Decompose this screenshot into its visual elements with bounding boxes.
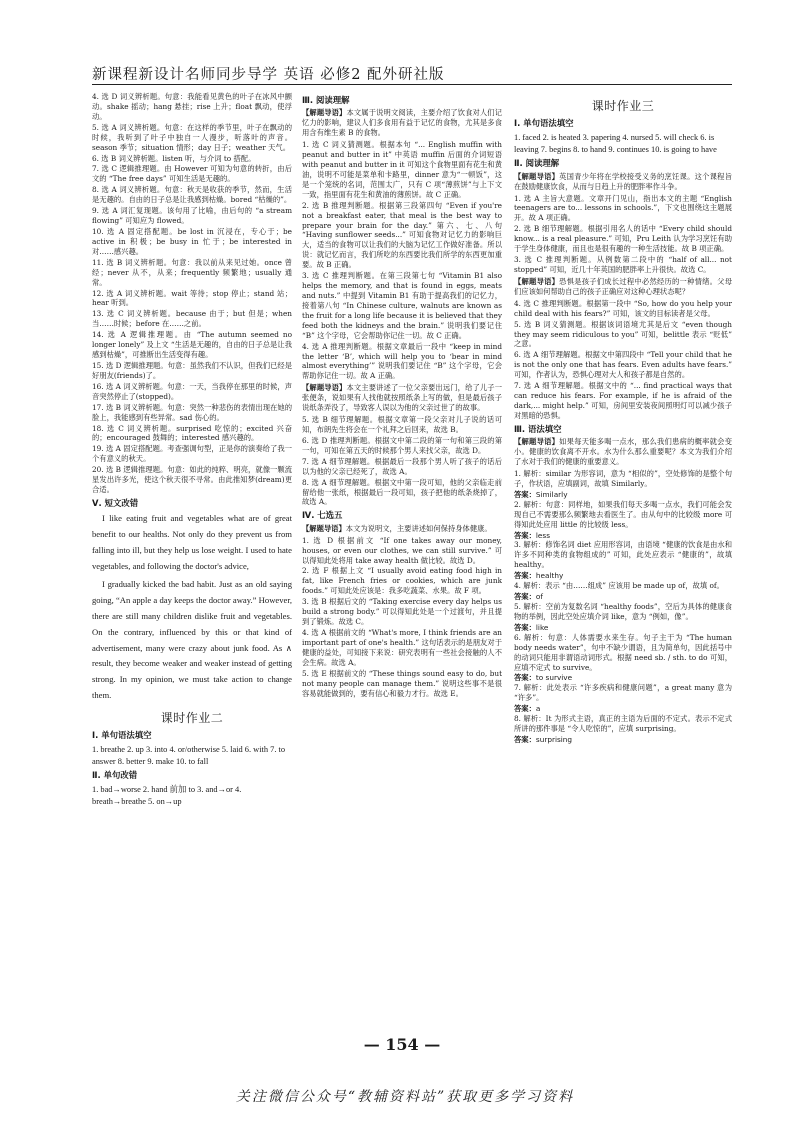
answer-value: Similarly: [535, 489, 568, 499]
essay-paragraph-1: I like eating fruit and vegetables what are of great benefit to our healths. Not only do they prevent us from falling into ill, but they help us lose weight. I used to hate vegetables, and following the doctor's advice,: [92, 513, 292, 572]
answer-item: [302, 597, 502, 627]
left-answer-list: [92, 92, 292, 495]
answer-item: [514, 381, 732, 421]
worksheet-2-answers-2: 1. bad→worse 2. hand 前加 to 3. and→or 4. breath→breathe 5. on→up: [92, 784, 242, 806]
guide-tag: 【解题导语】: [302, 523, 346, 533]
item-text: 2. 选 F 根据上文 “I usually avoid eating food high in fat, like French fries or cookies, which are junk foods.” 可知此处应该是：我多吃蔬菜、水果。故 F 项。: [302, 566, 502, 596]
guide-block: [302, 524, 502, 534]
answer-label: 答案：: [514, 734, 536, 744]
answer-item: 12. 选 A 词义辨析题。wait 等待；stop 停止；stand 站；hear 听到。: [92, 288, 292, 308]
item-text: 5. 选 B 细节理解题。根据文章第一段父亲对儿子说的话可知，布朗先生将会在一个礼拜之后回来，故选 B。: [302, 415, 502, 434]
guide-block: [514, 172, 732, 192]
guide-block: [302, 108, 502, 138]
answer-label: 答案：: [514, 592, 536, 602]
answer-item: 18. 选 C 词义辨析题。surprised 吃惊的；excited 兴奋的；encouraged 鼓舞的；interested 感兴趣的。: [92, 423, 292, 443]
item-text: 6. 选 A 细节理解题。根据文中第四段中 “Tell your child that he is not the only one that has fears. Even adults have fears.” 可知，作者认为，恐惧心理对大人和孩子都是自然的。: [514, 350, 732, 380]
worksheet-2-section-2: Ⅱ. 单句改错: [92, 770, 138, 781]
item-text: 7. 选 A 细节理解题。根据文中的 “... find practical ways that can reduce his fears. For example, if he is afraid of the dark,... might help.” 可知，房间里安装夜间照明灯可以减少孩子对黑暗的恐惧。: [514, 381, 732, 420]
answer-value: surprising: [535, 734, 573, 744]
answer-item: 20. 选 B 逻辑推理题。句意：如此的纯粹、明亮，就像一颗流星发出许多光，使这个秋天很不寻常。由此推知梦(dream)更合适。: [92, 465, 292, 495]
answer-item: [302, 536, 502, 566]
guide-block: [514, 277, 732, 297]
grammar-answer: [514, 704, 732, 714]
item-text: 3. 选 B 根据后文的 “Taking exercise every day helps us build a strong body.” 可以得知此处是一个过渡句，并且提到了锻炼。故选 C。: [302, 597, 502, 627]
guide-block: [302, 383, 502, 413]
guide-tag: 【解题导语】: [514, 276, 560, 286]
reading-answer-list: [514, 172, 732, 421]
answer-item: 19. 选 A 固定搭配题。考查强调句型，正是你的演奏给了我一个有意义的秋天。: [92, 444, 292, 464]
answer-item: [302, 201, 502, 270]
answer-item: 8. 选 A 词义辨析题。句意：秋天是收获的季节，然而，生活是无趣的。自由的日子总是让我感到枯燥。bored “枯燥的”。: [92, 185, 292, 205]
worksheet-3-answers-1: 1. faced 2. is heated 3. papering 4. nursed 5. will check 6. is leaving 7. begins 8. to hand 9. continues 10. is going to have: [514, 132, 717, 154]
answer-value: to survive: [535, 673, 573, 683]
worksheet-3-section-1: Ⅰ. 单句语法填空: [514, 118, 574, 129]
answer-value: a: [535, 704, 541, 714]
grammar-explanation: 1. 解析：similar 为形容词，意为 “相似的”，空处修饰的是整个句子，作状语，应填副词，故填 Similarly。: [514, 469, 732, 488]
grammar-explanation: 6. 解析：句意：人体需要水来生存。句子主干为 “The human body needs water”，句中不缺少谓语，且为简单句，因此括号中的动词只能用非谓语动词形式。根据 need sb. / sth. to do 可知，应填不定式 to survive。: [514, 632, 732, 672]
page-header: 新课程新设计名师同步导学 英语 必修2 配外研社版: [92, 67, 445, 83]
grammar-answer: [514, 673, 732, 683]
answer-item: 10. 选 A 固定搭配题。be lost in 沉浸在，专心于；be active in 积极；be busy in 忙于；be interested in 对……感兴趣。: [92, 226, 292, 256]
item-text: 8. 选 A 细节理解题。根据文中第一段可知，他的父亲临走前留给他一张纸，根据最后一段可知，孩子把他的纸条烧掉了，故选 A。: [302, 477, 502, 507]
grammar-explanation: 8. 解析：It 为形式主语，真正的主语为后面的不定式。表示不定式所讲的那件事是 “令人吃惊的”，应填 surprising。: [514, 714, 732, 734]
answer-label: 答案：: [514, 704, 536, 714]
answer-item: [302, 457, 502, 477]
grammar-explanation: 4. 解析：表示 “由……组成” 应该用 be made up of，故填 of。: [514, 581, 724, 591]
grammar-explanation: 3. 解析：修饰名词 diet 应用形容词，由语境 “健康的饮食是由水和许多不同种类的食物组成的” 可知，此处应表示 “健康的”，故填 healthy。: [514, 540, 732, 570]
guide-tag: 【解题导语】: [302, 108, 347, 118]
grammar-answer: [514, 531, 732, 541]
item-text: 1. 选 A 主旨大意题。文章开门见山，指出本文的主题 “English teenagers are to... lessons in schools.”，下文也围绕这主题展开。故 A 项正确。: [514, 193, 732, 223]
item-text: 4. 选 A 推理判断题。根据文章最后一段中 “keep in mind the letter ‘B’, which will help you to ‘bear in mind almost everything’” 说明我们要记住 “B” 这个字母，它会帮助你记住一切。故 A 正确。: [302, 341, 502, 381]
item-text: 恐惧是孩子们成长过程中必然经历的一种情绪。父母们应该如何帮助自己的孩子正确应对这种心理状态呢？: [514, 276, 732, 296]
worksheet-2-title: 课时作业二: [160, 711, 224, 726]
middle-answer-list: [302, 108, 502, 698]
item-text: 2. 选 B 推理判断题。根据第三段第四句 “Even if you're not a breakfast eater, that meal is the best way to prepare your brain for the day.” 第六、七、八句 “Having sunflower seeds...” 可知食物对记忆力的影响巨大，适当的食物可以让我们的大脑为记忆工作做好准备。所以说：就记忆而言，我们所吃的东西要比我们所学的东西更加重要。故 B 正确。: [302, 200, 502, 270]
answer-item: [302, 478, 502, 508]
answer-item: 5. 选 A 词义辨析题。句意：在这样的季节里，叶子在飘动的时候，我听到了叶子中独自一人漫步，听落叶的声音。season 季节；situation 情形；day 日子；weather 天气。: [92, 122, 292, 152]
item-text: 7. 选 A 细节理解题。根据最后一段那个男人听了孩子的话后以为他的父亲已经死了，故选 A。: [302, 456, 502, 476]
item-text: 英国青少年将在学校接受义务的烹饪课。这个课程旨在鼓励健康饮食，从而与日趋上升的肥胖率作斗争。: [514, 171, 732, 191]
answer-item: [302, 669, 502, 699]
item-text: 本文为说明文，主要讲述如何保持身体健康。: [345, 523, 492, 533]
guide-tag: 【解题导语】: [514, 171, 560, 181]
answer-item: 11. 选 B 词义辨析题。句意：我以前从来见过她。once 曾经；never 从不，从来；frequently 频繁地；usually 通常。: [92, 257, 292, 287]
guide-tag: 【解题导语】: [514, 437, 560, 447]
answer-item: [514, 299, 732, 319]
answer-item: 4. 选 D 词义辨析题。句意：我能看见黄色的叶子在冰风中颤动。shake 摇动；hang 悬挂；rise 上升；float 飘动，使浮动。: [92, 92, 292, 121]
answer-item: [302, 271, 502, 340]
answer-value: like: [535, 622, 549, 632]
answer-value: healthy: [535, 571, 564, 581]
answer-item: 15. 选 D 逻辑推理题。句意：虽然我们不认识，但我们已经是好朋友(friends)了。: [92, 360, 292, 380]
grammar-guide: [514, 437, 732, 467]
section-heading: Ⅳ. 七选五: [302, 510, 343, 521]
item-text: 6. 选 D 推理判断题。根据文中第二段的第一句和第三段的第一句，可知在第五天的时候那个男人来找父亲，故选 D。: [302, 435, 502, 455]
answer-value: of: [535, 592, 543, 602]
footer-watermark: 关注微信公众号“教辅资料站”获取更多学习资料: [235, 1089, 575, 1105]
worksheet-3-title: 课时作业三: [591, 99, 655, 113]
answer-label: 答案：: [514, 673, 536, 683]
page-number: — 154 —: [363, 1035, 441, 1054]
answer-item: 13. 选 C 词义辨析题。because 由于；but 但是；when 当……时候；before 在……之前。: [92, 309, 292, 329]
middle-column: [302, 92, 502, 1044]
answer-item: 16. 选 A 词义辨析题。句意：一天，当我停在那里的时候，声音突然停止了(stopped)。: [92, 381, 292, 401]
grammar-answer: [514, 592, 732, 602]
item-text: 5. 选 B 词义猜测题。根据该词语境尤其是后文 “even though they may seem ridiculous to you” 可知，belittle 表示 “贬低” 之意。: [514, 319, 732, 349]
section-v-heading: Ⅴ. 短文改错: [92, 497, 139, 508]
grammar-explanation: 5. 解析：空前为复数名词 “healthy foods”，空后为具体的健康食物的举例，因此空处应填介词 like，意为 “例如，像”。: [514, 601, 732, 621]
answer-item: [514, 320, 732, 350]
answer-value: less: [535, 530, 551, 540]
grammar-answer: [514, 735, 732, 745]
item-text: 2. 选 B 细节理解题。根据引用名人的话中 “Every child should know... is a real pleasure.” 可知，Pru Leith 认为学习烹饪有助于学生身体健康，而且也是很有趣的一种生活技能。故 B 项正确。: [514, 224, 732, 254]
item-text: 本文属于说明文阅读，主要介绍了饮食对人们记忆力的影响，建议人们多食用有益于记忆的食物，尤其是多食用含有维生素 B 的食物。: [302, 108, 502, 138]
item-text: 本文主要讲述了一位父亲要出远门，给了儿子一张便条，说如果有人找他就按照纸条上写的做，但是最后孩子说纸条弄没了，导致客人误以为他的父亲过世了的故事。: [302, 383, 502, 413]
answer-item: 7. 选 C 逻辑推理题。由 However 可知为句意的转折，由后文的 “The free days” 可知生活是无趣的。: [92, 164, 292, 184]
guide-tag: 【解题导语】: [302, 383, 347, 393]
answer-item: [302, 342, 502, 382]
answer-label: 答案：: [514, 622, 536, 632]
essay-paragraph-2: I gradually kicked the bad habit. Just as an old saying going, “An apple a day keeps the doctor away.” However, there are still many children dislike fruit and vegetables. On the contrary, influenced by this or that kind of advertisement, many were crazy about junk food. As ∧ result, they become weaker and weaker instead of getting strong. In my opinion, we must take action to change them.: [92, 578, 292, 701]
answer-item: 17. 选 B 词义辨析题。句意：突然一种悲伤的表情出现在她的脸上，我能感到有些异常。sad 伤心的。: [92, 402, 292, 422]
answer-label: 答案：: [514, 530, 536, 540]
answer-item: [302, 566, 502, 596]
answer-item: [514, 255, 732, 275]
answer-label: 答案：: [514, 571, 536, 581]
answer-item: [302, 436, 502, 456]
answer-item: [302, 415, 502, 435]
answer-item: [514, 350, 732, 380]
worksheet-3-section-2: Ⅱ. 阅读理解: [514, 158, 560, 169]
item-text: 5. 选 E 根据前文的 “These things sound easy to do, but not many people can manage them.” 说明这些事不是很容易就能做到的，要有信心和毅力才行。故选 E。: [302, 668, 502, 698]
worksheet-3-section-3: Ⅲ. 语法填空: [514, 423, 562, 434]
guide-text: 如果每天能多喝一点水，那么我们患病的概率就会变小。健康的饮食离不开水。水为什么那么重要呢？本文为我们介绍了水对于我们的健康的重要意义。: [514, 437, 732, 467]
answer-item: 9. 选 A 词汇复现题。该句用了比喻，由后句的 “a stream flowing” 可知应为 flowed。: [92, 206, 292, 226]
grammar-answer: [514, 623, 732, 633]
grammar-explanation: 7. 解析：此处表示 “许多疾病和健康问题”，a great many 意为 “许多”。: [514, 683, 732, 703]
grammar-answer: [514, 571, 732, 581]
left-column: [92, 92, 292, 1032]
item-text: 1. 选 D 根据前文 “If one takes away our money, houses, or even our clothes, we can still survive.” 可以得知此处将用 take away health 做比较。故选 D。: [302, 535, 502, 565]
answer-item: [514, 224, 732, 254]
item-text: 4. 选 A 根据前文的 “What's more, I think friends are an important part of one's health.” 这句话表示的是朋友对于健康的益处，可知接下来说：研究表明有一些社会接触的人不会生病。故选 A。: [302, 628, 502, 667]
grammar-answer-list: [514, 469, 732, 745]
answer-item: [514, 194, 732, 224]
item-text: 3. 选 C 推理判断题。在第三段第七句 “Vitamin B1 also helps the memory, and that is found in eggs, meats and nuts.” 中提到 Vitamin B1 有助于提高我们的记忆力，接着第八句 “In Chinese culture, walnuts are known as the fruit for a long life because it is believed that they feed both the kidneys and the brain.” 说明我们要记住 “B” 这个字母，它会帮助你记住一切。故 C 正确。: [302, 271, 502, 340]
answer-item: 6. 选 B 词义辨析题。listen 听，与介词 to 搭配。: [92, 153, 256, 163]
item-text: 3. 选 C 推理判断题。从例数第二段中的 “half of all... not stopped” 可知，近几十年英国的肥胖率上升很快。故选 C。: [514, 255, 732, 274]
answer-label: 答案：: [514, 489, 536, 499]
section-iii-heading: Ⅲ. 阅读理解: [302, 95, 350, 105]
item-text: 1. 选 C 词义猜测题。根据本句 “... English muffin with peanut and butter in it” 中英语 muffin 后面的介词短语 with peanut and butter in it 可知这个食物里面有花生和黄油，说明不可能是菜单和卡路里，dinner 意为“一顿饭”，这是一个笼统的名词，范围太广，只有 C 项“薄煎饼”与上下文一致，指里面有花生和黄油的薄煎饼。故 C 正确。: [302, 140, 502, 199]
header-rule: [92, 84, 732, 85]
worksheet-2-answers-1: 1. breathe 2. up 3. into 4. or/otherwise 5. laid 6. with 7. to answer 8. better 9. make 10. to fall: [92, 744, 286, 766]
answer-item: 14. 选 A 逻辑推理题。由 “The autumn seemed no longer lonely” 及上文 “生活是无趣的，自由的日子总是让我感到枯燥”，可推断出生活变得有趣。: [92, 330, 292, 360]
error-correction-essay: [92, 511, 292, 704]
grammar-answer: [514, 490, 732, 500]
worksheet-2-section-1: Ⅰ. 单句语法填空: [92, 730, 152, 741]
answer-item: [302, 140, 502, 200]
answer-item: [302, 628, 502, 668]
right-column: [514, 92, 732, 1044]
grammar-explanation: 2. 解析：句意：同样地，如果我们每天多喝一点水，我们可能会发现自己不需要那么频繁地去看医生了。由从句中的比较级 more 可得知此处应用 little 的比较级 less。: [514, 499, 732, 529]
item-text: 4. 选 C 推理判断题。根据第一段中 “So, how do you help your child deal with his fears?” 可知，该文的目标读者是父母。: [514, 298, 732, 318]
